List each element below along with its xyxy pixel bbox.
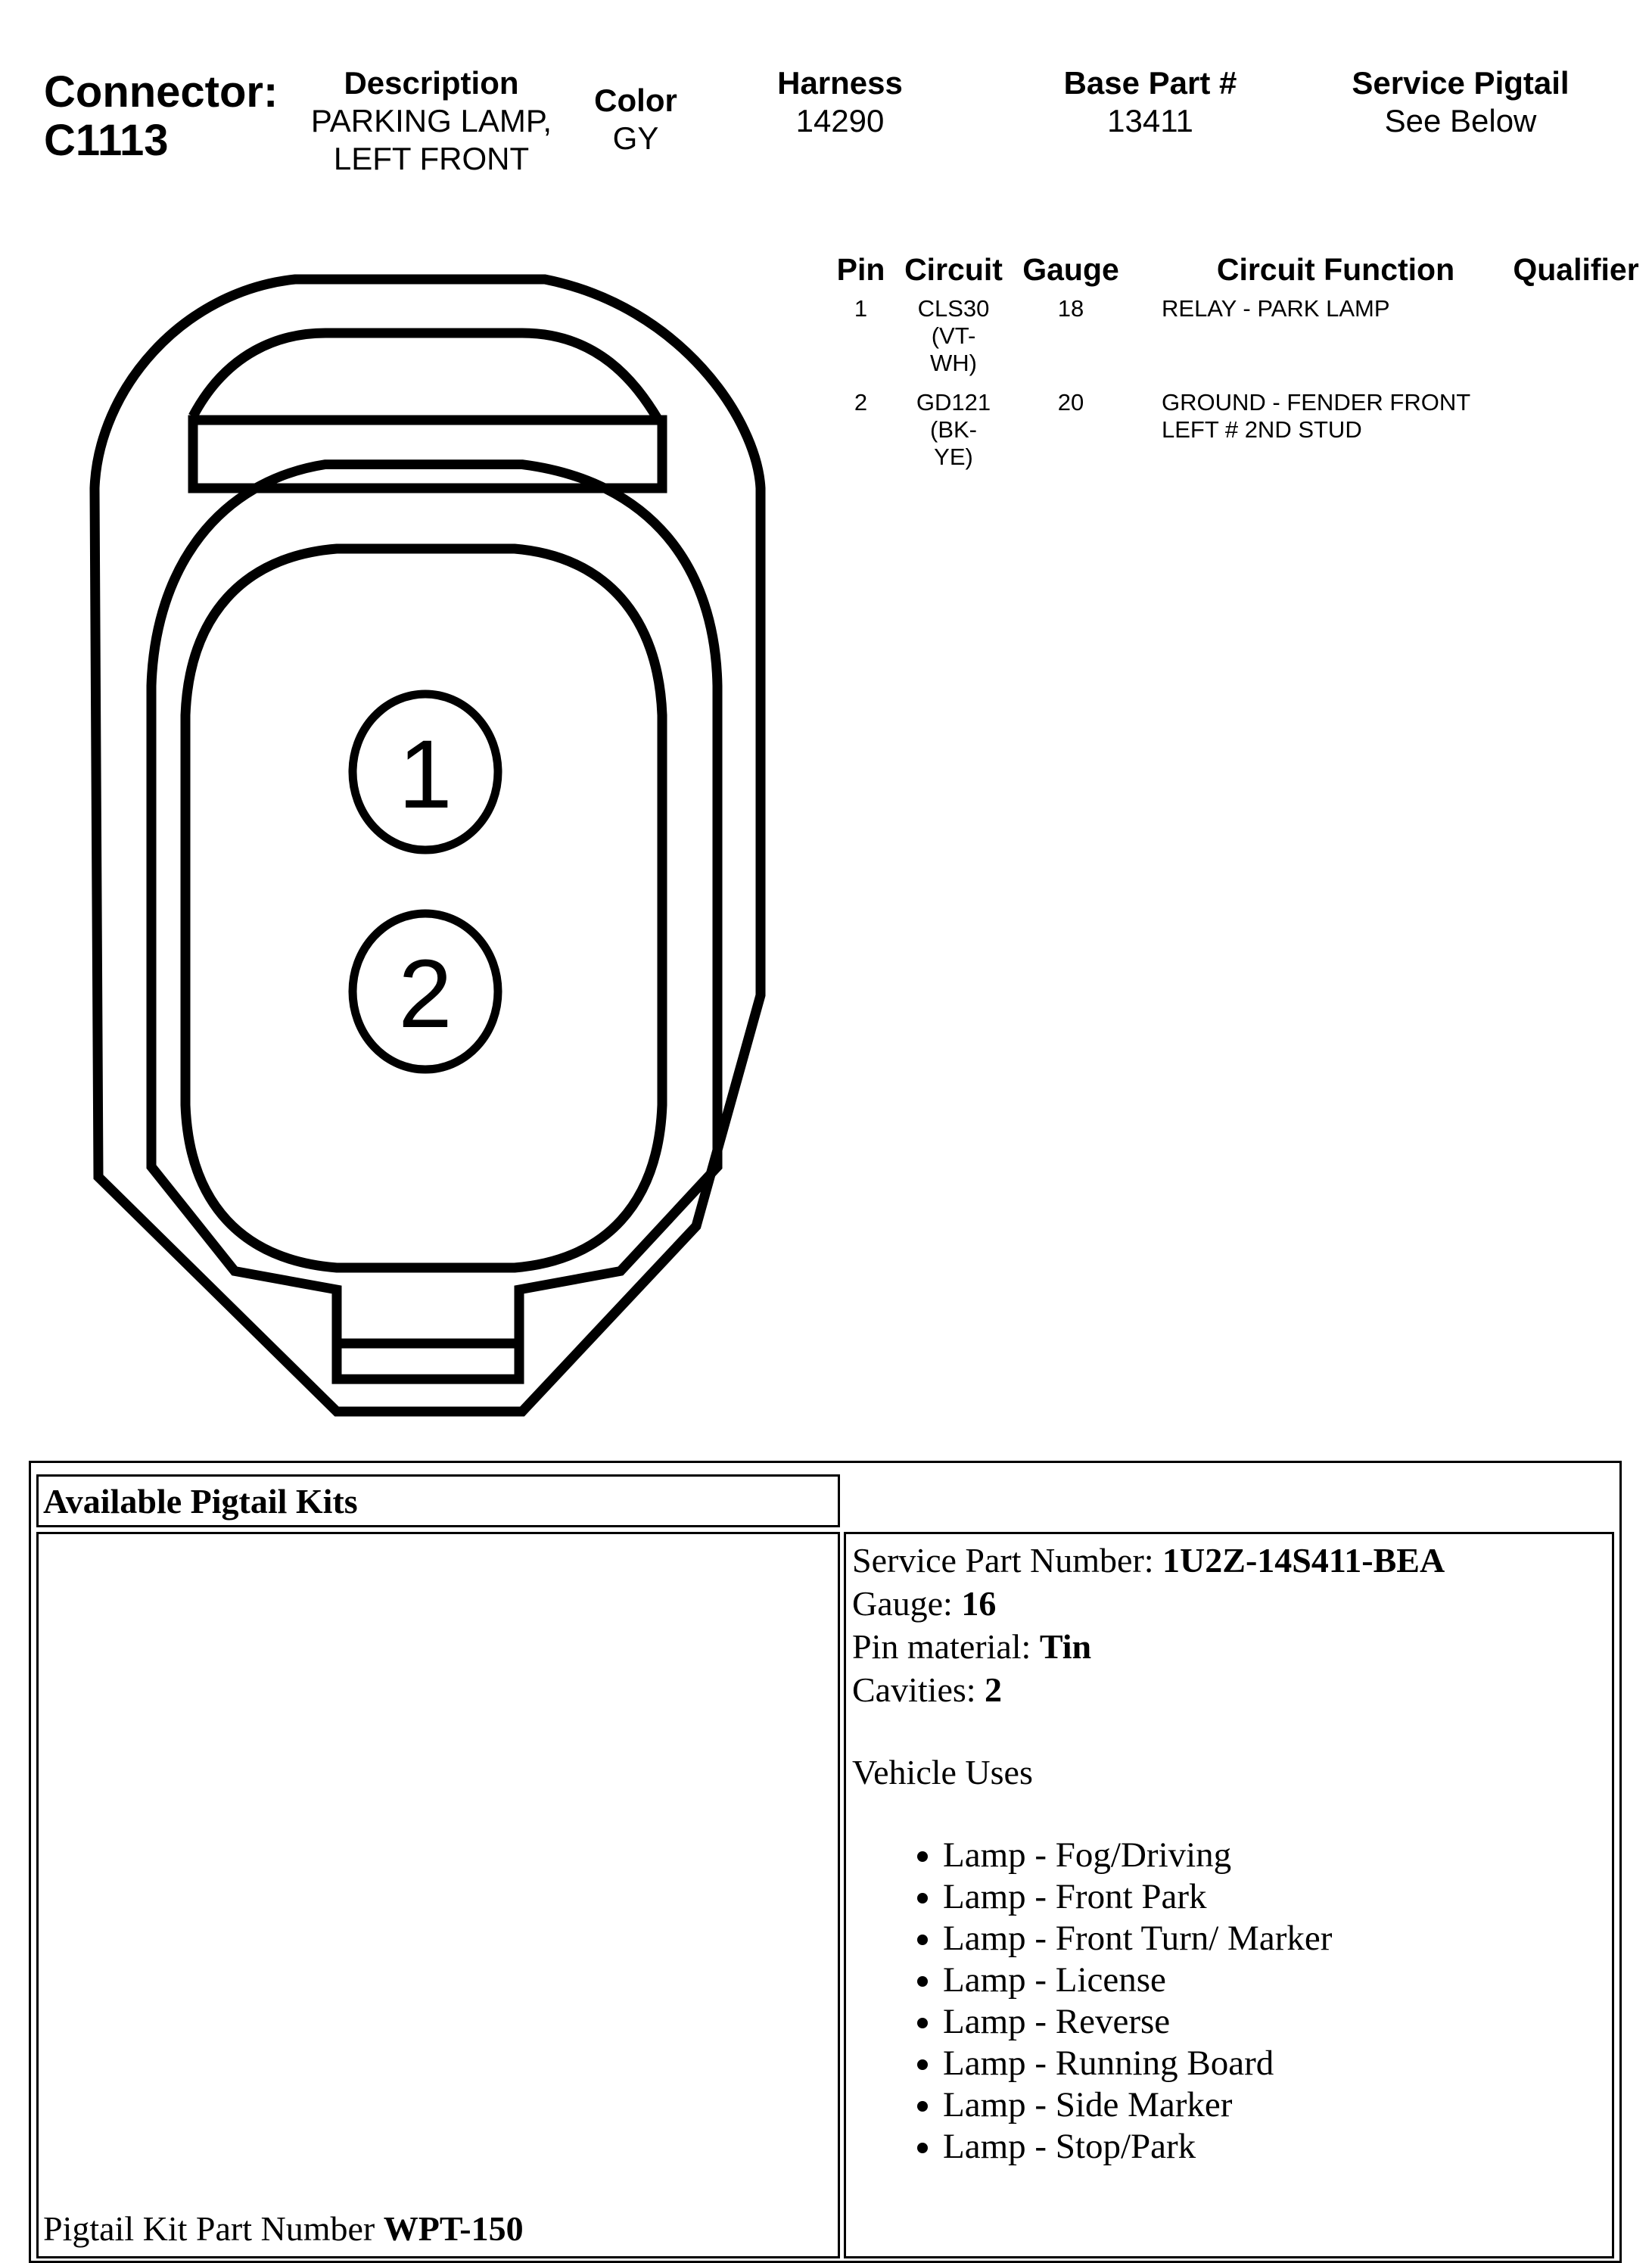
color-column [575,82,696,157]
description-line2: LEFT FRONT [333,141,530,176]
latch-dome [193,333,658,420]
circuit-line1: CLS30 (VT- [917,295,990,349]
function-line1: RELAY - PARK LAMP [1162,295,1390,322]
kit-number-value: WPT-150 [383,2209,524,2248]
header-pin: Pin [836,252,885,287]
service-part-label: Service Part Number: [852,1541,1163,1580]
pin-number: 2 [854,389,868,416]
pigtail-kit-cell [36,1532,840,2258]
list-item: • Lamp - Front Park [943,1876,1612,1918]
header-gauge: Gauge [1022,252,1119,287]
service-pigtail-column [1324,64,1597,140]
kit-number-label: Pigtail Kit Part Number [43,2209,384,2248]
description-column [295,64,568,178]
pin-number: 1 [854,295,868,322]
function-cell [1131,292,1510,386]
harness-label: Harness [777,65,903,101]
pin-1-label: 1 [398,721,453,829]
description-line1: PARKING LAMP, [310,103,552,139]
gauge-spec [852,1582,1612,1625]
circuit-line2: YE) [934,444,973,470]
qualifier-cell [1510,292,1642,386]
vehicle-uses-label: Vehicle Uses [852,1753,1033,1791]
pin-2-label: 2 [398,940,453,1048]
list-item: • Lamp - Fog/Driving [943,1835,1612,1876]
pin-table-header [825,252,1642,292]
gauge-spec-label: Gauge: [852,1584,962,1623]
circuit-line2: WH) [930,350,977,376]
description-label: Description [344,65,519,101]
connector-title [44,68,278,165]
pin-2 [353,914,498,1069]
qualifier-cell [1510,386,1642,480]
service-part-cell [844,1532,1614,2258]
connector-label: Connector: [44,67,278,117]
color-value: GY [612,120,659,156]
pin-1 [353,694,498,850]
pin-cavity [185,549,662,1268]
cavities-spec [852,1668,1612,1711]
base-part-column [1037,64,1264,140]
function-line1: GROUND - FENDER FRONT [1162,389,1471,416]
list-item: • Lamp - Running Board [943,2043,1612,2084]
pin-material-label: Pin material: [852,1627,1040,1666]
pin-material-spec [852,1625,1612,1668]
gauge-cell: 18 [1057,295,1084,322]
base-part-label: Base Part # [1063,65,1237,101]
cavities-value: 2 [985,1670,1003,1709]
vehicle-uses-list [852,1835,1612,2168]
list-item: • Lamp - Side Marker [943,2084,1612,2126]
pigtail-kit-part-number [43,2208,524,2250]
base-part-value: 13411 [1107,103,1193,139]
gauge-spec-value: 16 [961,1584,997,1623]
circuit-line1: GD121 (BK- [916,389,991,443]
harness-column [749,64,931,140]
available-pigtail-kits-header: Available Pigtail Kits [36,1474,840,1527]
pin-material-value: Tin [1039,1627,1092,1666]
table-row [825,292,1642,386]
circuit-cell [897,386,1010,480]
function-line2: LEFT # 2ND STUD [1162,416,1362,443]
connector-id: C1113 [44,116,169,165]
service-part-number [852,1539,1612,1582]
service-part-value: 1U2Z-14S411-BEA [1162,1541,1445,1580]
pin-table [825,252,1642,480]
list-item: • Lamp - Front Turn/ Marker [943,1918,1612,1960]
gauge-cell: 20 [1057,389,1084,416]
circuit-cell [897,292,1010,386]
header-qualifier: Qualifier [1513,252,1639,287]
table-row [825,386,1642,480]
connector-face-drawing [76,269,772,1427]
list-item: • Lamp - Stop/Park [943,2126,1612,2168]
service-pigtail-value: See Below [1384,103,1537,139]
service-pigtail-label: Service Pigtail [1352,65,1570,101]
function-cell [1131,386,1510,480]
header-circuit-function: Circuit Function [1216,252,1455,287]
list-item: • Lamp - License [943,1960,1612,2001]
color-label: Color [594,82,677,118]
harness-value: 14290 [795,103,885,139]
header-circuit: Circuit [904,252,1003,287]
cavities-label: Cavities: [852,1670,985,1709]
list-item: • Lamp - Reverse [943,2001,1612,2043]
